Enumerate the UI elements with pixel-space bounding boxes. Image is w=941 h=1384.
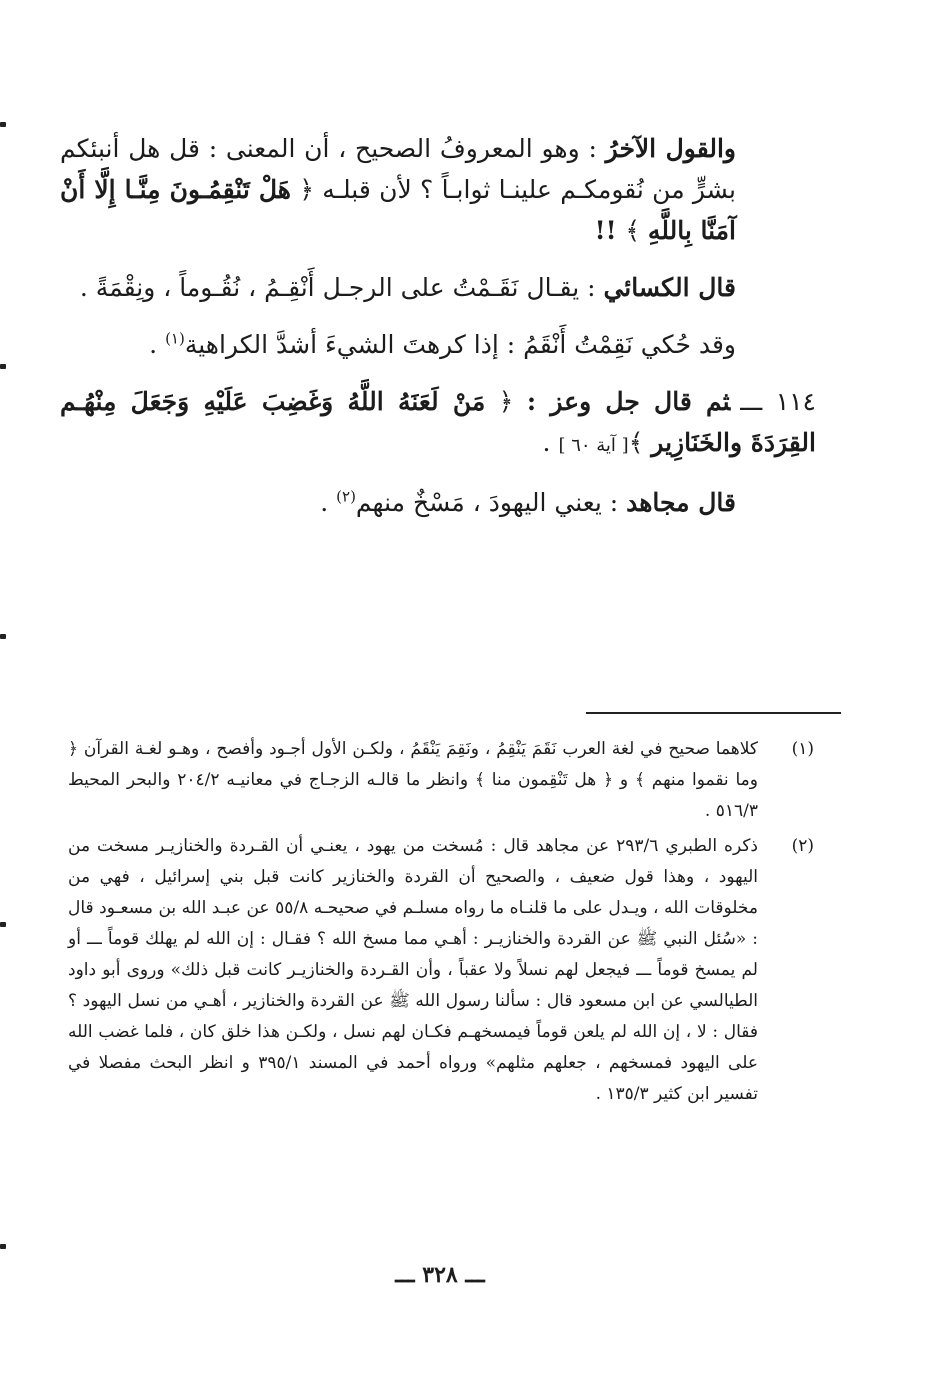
scan-edge-mark — [0, 1244, 6, 1249]
paragraph-text: وقد حُكي نَقِمْتُ أَنْقَمُ : إذا كرهتَ الشيءَ أشدَّ الكراهية — [184, 330, 736, 359]
verse-number: ١١٤ ـــ — [740, 387, 816, 416]
scan-edge-mark — [0, 122, 6, 127]
verse-lead: ثم قال جل وعز : — [526, 387, 731, 416]
footnote-divider — [586, 712, 841, 714]
paragraph-text: . — [149, 330, 166, 359]
paragraph-text: !! — [594, 216, 626, 245]
footnote-item — [68, 734, 814, 827]
page-number: ـــ ٣٢٨ ـــ — [395, 1262, 485, 1288]
scan-edge-mark — [0, 634, 6, 639]
footnote-ref[interactable]: (١) — [165, 329, 185, 348]
paragraph-text: : يقـال نَقَـمْتُ على الرجـل أَنْقِـمُ ، نُقُـوماً ، ونِقْمَةً . — [79, 273, 604, 302]
verse-114 — [60, 381, 816, 466]
footnote-number: (٢) — [791, 836, 814, 856]
footnote-text: ذكره الطبري ٢٩٣/٦ عن مجاهد قال : مُسخت من يهود ، يعنـي أن القـردة والخنازيـر مسخت من اليهود ، وهذا قول ضعيف ، والصحيح أن القردة والخنازير كانت قبل بني إسرائيل ، فهي من مخلوقات الله ، ويـدل على ما قلنـاه ما رواه مسلـم في صحيحـه ٥٥/٨ عن عبـد الله بن مسعـود قال : «سُئل النبي ﷺ عن القردة والخنازيـر : أهـي مما مسخ الله ؟ فقـال : إن الله لم يهلك قوماً ـــ أو لم يمسخ قوماً ـــ فيجعل لهم نسلاً ولا عقباً ، وأن القـردة والخنازيـر كانت قبل ذلك» وروى أبو داود الطيالسي عن ابن مسعود قال : سألنا رسول الله ﷺ عن القردة والخنازير ، أهـي من نسل اليهود ؟ فقال : لا ، إن الله لم يلعن قوماً فيمسخهـم فكـان لهم نسل ، ولكـن هذا خلق كان ، فلما غضب الله على اليهود فمسخهم ، جعلهم مثلهم» ورواه أحمد في المسند ٣٩٥/١ و انظر البحث مفصلا في تفسير ابن كثير ١٣٥/٣ . — [68, 836, 758, 1104]
paragraph-text: : وهو المعروفُ الصحيح ، أن المعنى : قل هل أنبئكم بشرٍّ من نُقومكـم علينـا ثوابـاً ؟ لأن قبلـه — [60, 134, 736, 204]
quran-bracket-open: ﴿ — [291, 175, 314, 204]
quran-bracket-open: ﴿ — [485, 387, 514, 416]
paragraph-text: . — [320, 488, 337, 517]
paragraph-other-opinion — [60, 128, 736, 251]
footnote-item — [68, 831, 814, 1110]
paragraph-lead: والقول الآخرُ — [605, 134, 736, 163]
quran-bracket-close: ﴾ — [625, 216, 648, 245]
paragraph-mujahid — [60, 482, 736, 523]
quran-quote: هَلْ تَنْقِمُـونَ مِنَّـا إِلَّا أَنْ آمَنَّا بِاللَّهِ — [60, 175, 736, 245]
paragraph-lead: قال الكسائي — [603, 273, 736, 302]
verse-reference: [ آية ٦٠ ] — [558, 435, 629, 456]
scan-edge-mark — [0, 922, 6, 927]
quran-quote: مَنْ لَعَنَهُ اللَّهُ وَغَضِبَ عَلَيْهِ وَجَعَلَ مِنْهُـم القِرَدَةَ والخَنَازِير — [60, 387, 816, 457]
paragraph-lead: قال مجاهد — [626, 488, 736, 517]
main-text — [60, 128, 816, 539]
paragraph-hukiya — [60, 324, 736, 365]
footnote-number: (١) — [791, 739, 814, 759]
scan-edge-mark — [0, 364, 6, 369]
quran-bracket-close: ﴾ — [628, 428, 652, 457]
footnote-ref[interactable]: (٢) — [336, 487, 356, 506]
paragraph-text: . — [542, 428, 559, 457]
footnote-text: كلاهما صحيح في لغة العرب نَقَمَ يَنْقِمُ ، ونَقِمَ يَنْقَمُ ، ولكـن الأول أجـود وأفصح ، وهـو لغـة القرآن ﴿ وما نقموا منهم ﴾ و ﴿ هل تَنْقِمون منا ﴾ وانظر ما قالـه الزجـاج في معانيـه ٢٠٤/٢ والبحر المحيط ٥١٦/٣ . — [68, 739, 759, 821]
footnotes — [68, 734, 814, 1114]
paragraph-text: : يعني اليهودَ ، مَسْخٌ منهم — [355, 488, 627, 517]
paragraph-kisai — [60, 267, 736, 308]
